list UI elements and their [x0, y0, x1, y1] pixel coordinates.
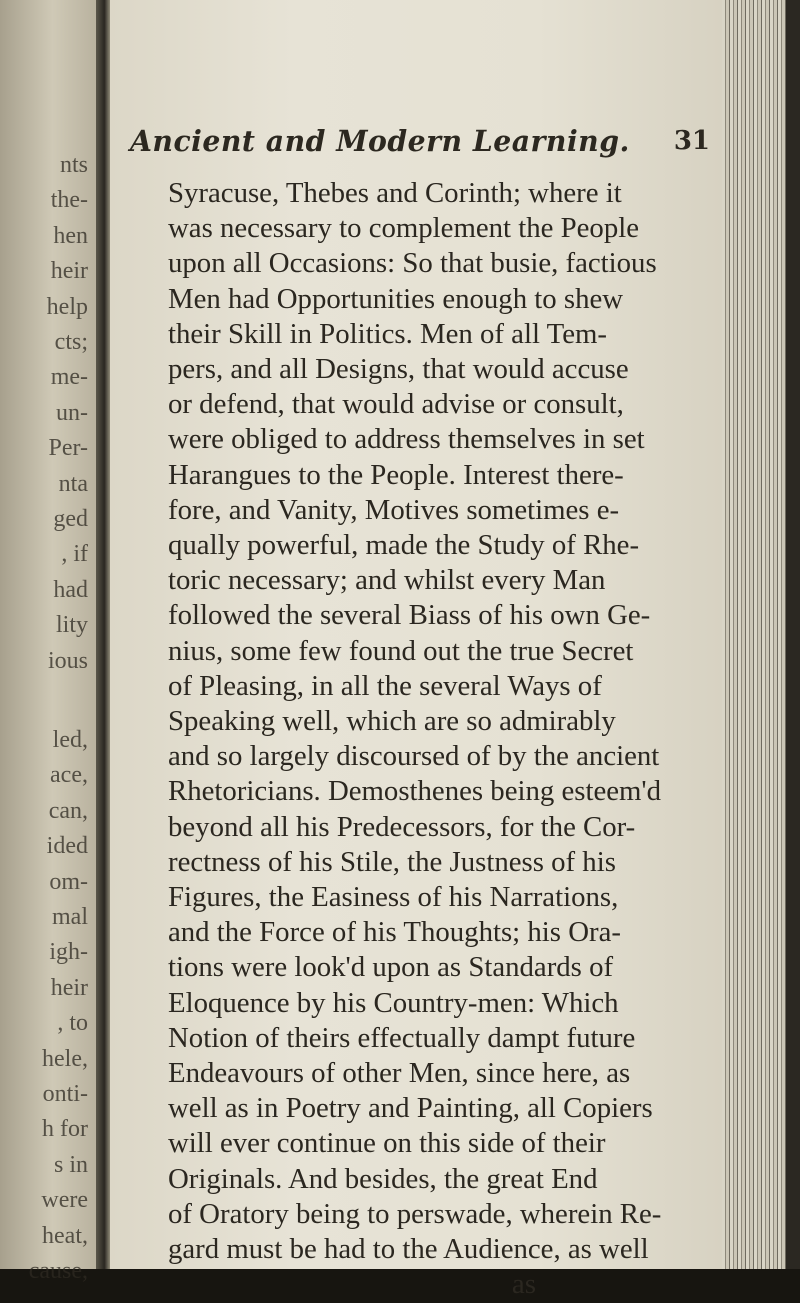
- catchword: as: [511, 1268, 536, 1301]
- text-line: pers, and all Designs, that would accuse: [168, 353, 629, 386]
- facing-page-fragment: un-: [56, 399, 88, 426]
- text-line: of Pleasing, in all the several Ways of: [168, 669, 602, 702]
- text-line: Men had Opportunities enough to shew: [168, 282, 624, 315]
- text-line: Eloquence by his Country-men: Which: [168, 986, 619, 1019]
- facing-page-fragment: , if: [61, 541, 88, 568]
- facing-page-fragment: ged: [53, 506, 88, 532]
- text-line: and so largely discoursed of by the ancient: [168, 740, 660, 773]
- page-number: 31: [673, 126, 710, 156]
- text-line: Syracuse, Thebes and Corinth; where it: [168, 177, 622, 209]
- text-line: of Oratory being to perswade, wherein Re-: [168, 1197, 662, 1230]
- text-line: Rhetoricians. Demosthenes being esteem'd: [168, 775, 662, 808]
- facing-page-fragment: igh-: [49, 939, 88, 966]
- facing-page-fragment: the-: [50, 187, 88, 214]
- facing-page-fragment: onti-: [42, 1081, 88, 1107]
- facing-page-fragment: om-: [49, 868, 88, 895]
- facing-page-fragment: cts;: [54, 329, 88, 355]
- facing-page-fragment: ious: [47, 647, 88, 674]
- text-line: tions were look'd upon as Standards of: [168, 951, 614, 984]
- page-edges: [722, 0, 800, 1269]
- facing-page-fragment: nta: [58, 470, 88, 497]
- text-line: Figures, the Easiness of his Narrations,: [168, 881, 619, 914]
- text-line: gard must be had to the Audience, as well: [168, 1233, 649, 1266]
- page-header: [130, 124, 710, 168]
- text-line: will ever continue on this side of their: [168, 1127, 606, 1160]
- text-line: upon all Occasions: So that busie, factious: [168, 247, 657, 280]
- text-line: beyond all his Predecessors, for the Cor-: [168, 810, 636, 843]
- facing-page-fragment: led,: [52, 727, 88, 753]
- page-edge-shadow: [786, 0, 800, 1269]
- text-line: rectness of his Stile, the Justness of his: [168, 845, 616, 878]
- text-line: Harangues to the People. Interest there-: [168, 458, 624, 491]
- facing-page-fragment: Per-: [48, 435, 88, 462]
- facing-page-fragment: had: [53, 576, 88, 603]
- facing-page-fragment: ace,: [50, 762, 88, 789]
- facing-page-fragment: heat,: [42, 1222, 88, 1249]
- facing-page-fragment: hele,: [42, 1045, 88, 1072]
- facing-page-fragment: ided: [46, 833, 88, 860]
- text-line: followed the several Biass of his own Ge-: [168, 599, 651, 632]
- text-line: and the Force of his Thoughts; his Ora-: [168, 916, 621, 949]
- facing-page-fragment: s in: [53, 1151, 88, 1178]
- text-line: or defend, that would advise or consult,: [168, 388, 624, 421]
- text-line: Speaking well, which are so admirably: [168, 705, 616, 738]
- text-line: fore, and Vanity, Motives sometimes e-: [168, 493, 620, 526]
- facing-page-fragment: heir: [50, 258, 88, 285]
- text-line: Notion of theirs effectually dampt future: [168, 1021, 636, 1054]
- facing-page-fragment: mal: [52, 904, 88, 930]
- text-line: Endeavours of other Men, since here, as: [168, 1057, 631, 1090]
- facing-page-fragment: h for: [42, 1116, 88, 1143]
- facing-page-fragment: were: [41, 1187, 88, 1214]
- text-line: well as in Poetry and Painting, all Copiers: [168, 1092, 653, 1125]
- facing-page-fragment: help: [46, 293, 88, 320]
- running-head: Ancient and Modern Learning.: [130, 124, 630, 158]
- facing-page-fragment: hen: [53, 222, 88, 249]
- text-line: were obliged to address themselves in set: [168, 423, 645, 456]
- text-line: Originals. And besides, the great End: [168, 1162, 598, 1195]
- book-gutter: [96, 0, 110, 1269]
- facing-page-edge: [0, 0, 96, 1284]
- text-line: qually powerful, made the Study of Rhe-: [168, 529, 640, 562]
- body-text: [168, 176, 724, 1303]
- text-line: their Skill in Politics. Men of all Tem-: [168, 317, 607, 350]
- facing-page-fragment: , to: [57, 1010, 88, 1037]
- facing-page-fragment: nts: [59, 152, 88, 178]
- facing-page-fragment: lity: [55, 612, 88, 639]
- facing-page-fragment: can,: [48, 797, 88, 824]
- text-line: nius, some few found out the true Secret: [168, 634, 634, 667]
- facing-page-fragment: me-: [50, 364, 88, 391]
- text-line: was necessary to complement the People: [168, 212, 640, 245]
- text-line: toric necessary; and whilst every Man: [168, 564, 606, 597]
- facing-page-fragment: cause,: [28, 1258, 88, 1284]
- facing-page-fragment: heir: [50, 974, 88, 1001]
